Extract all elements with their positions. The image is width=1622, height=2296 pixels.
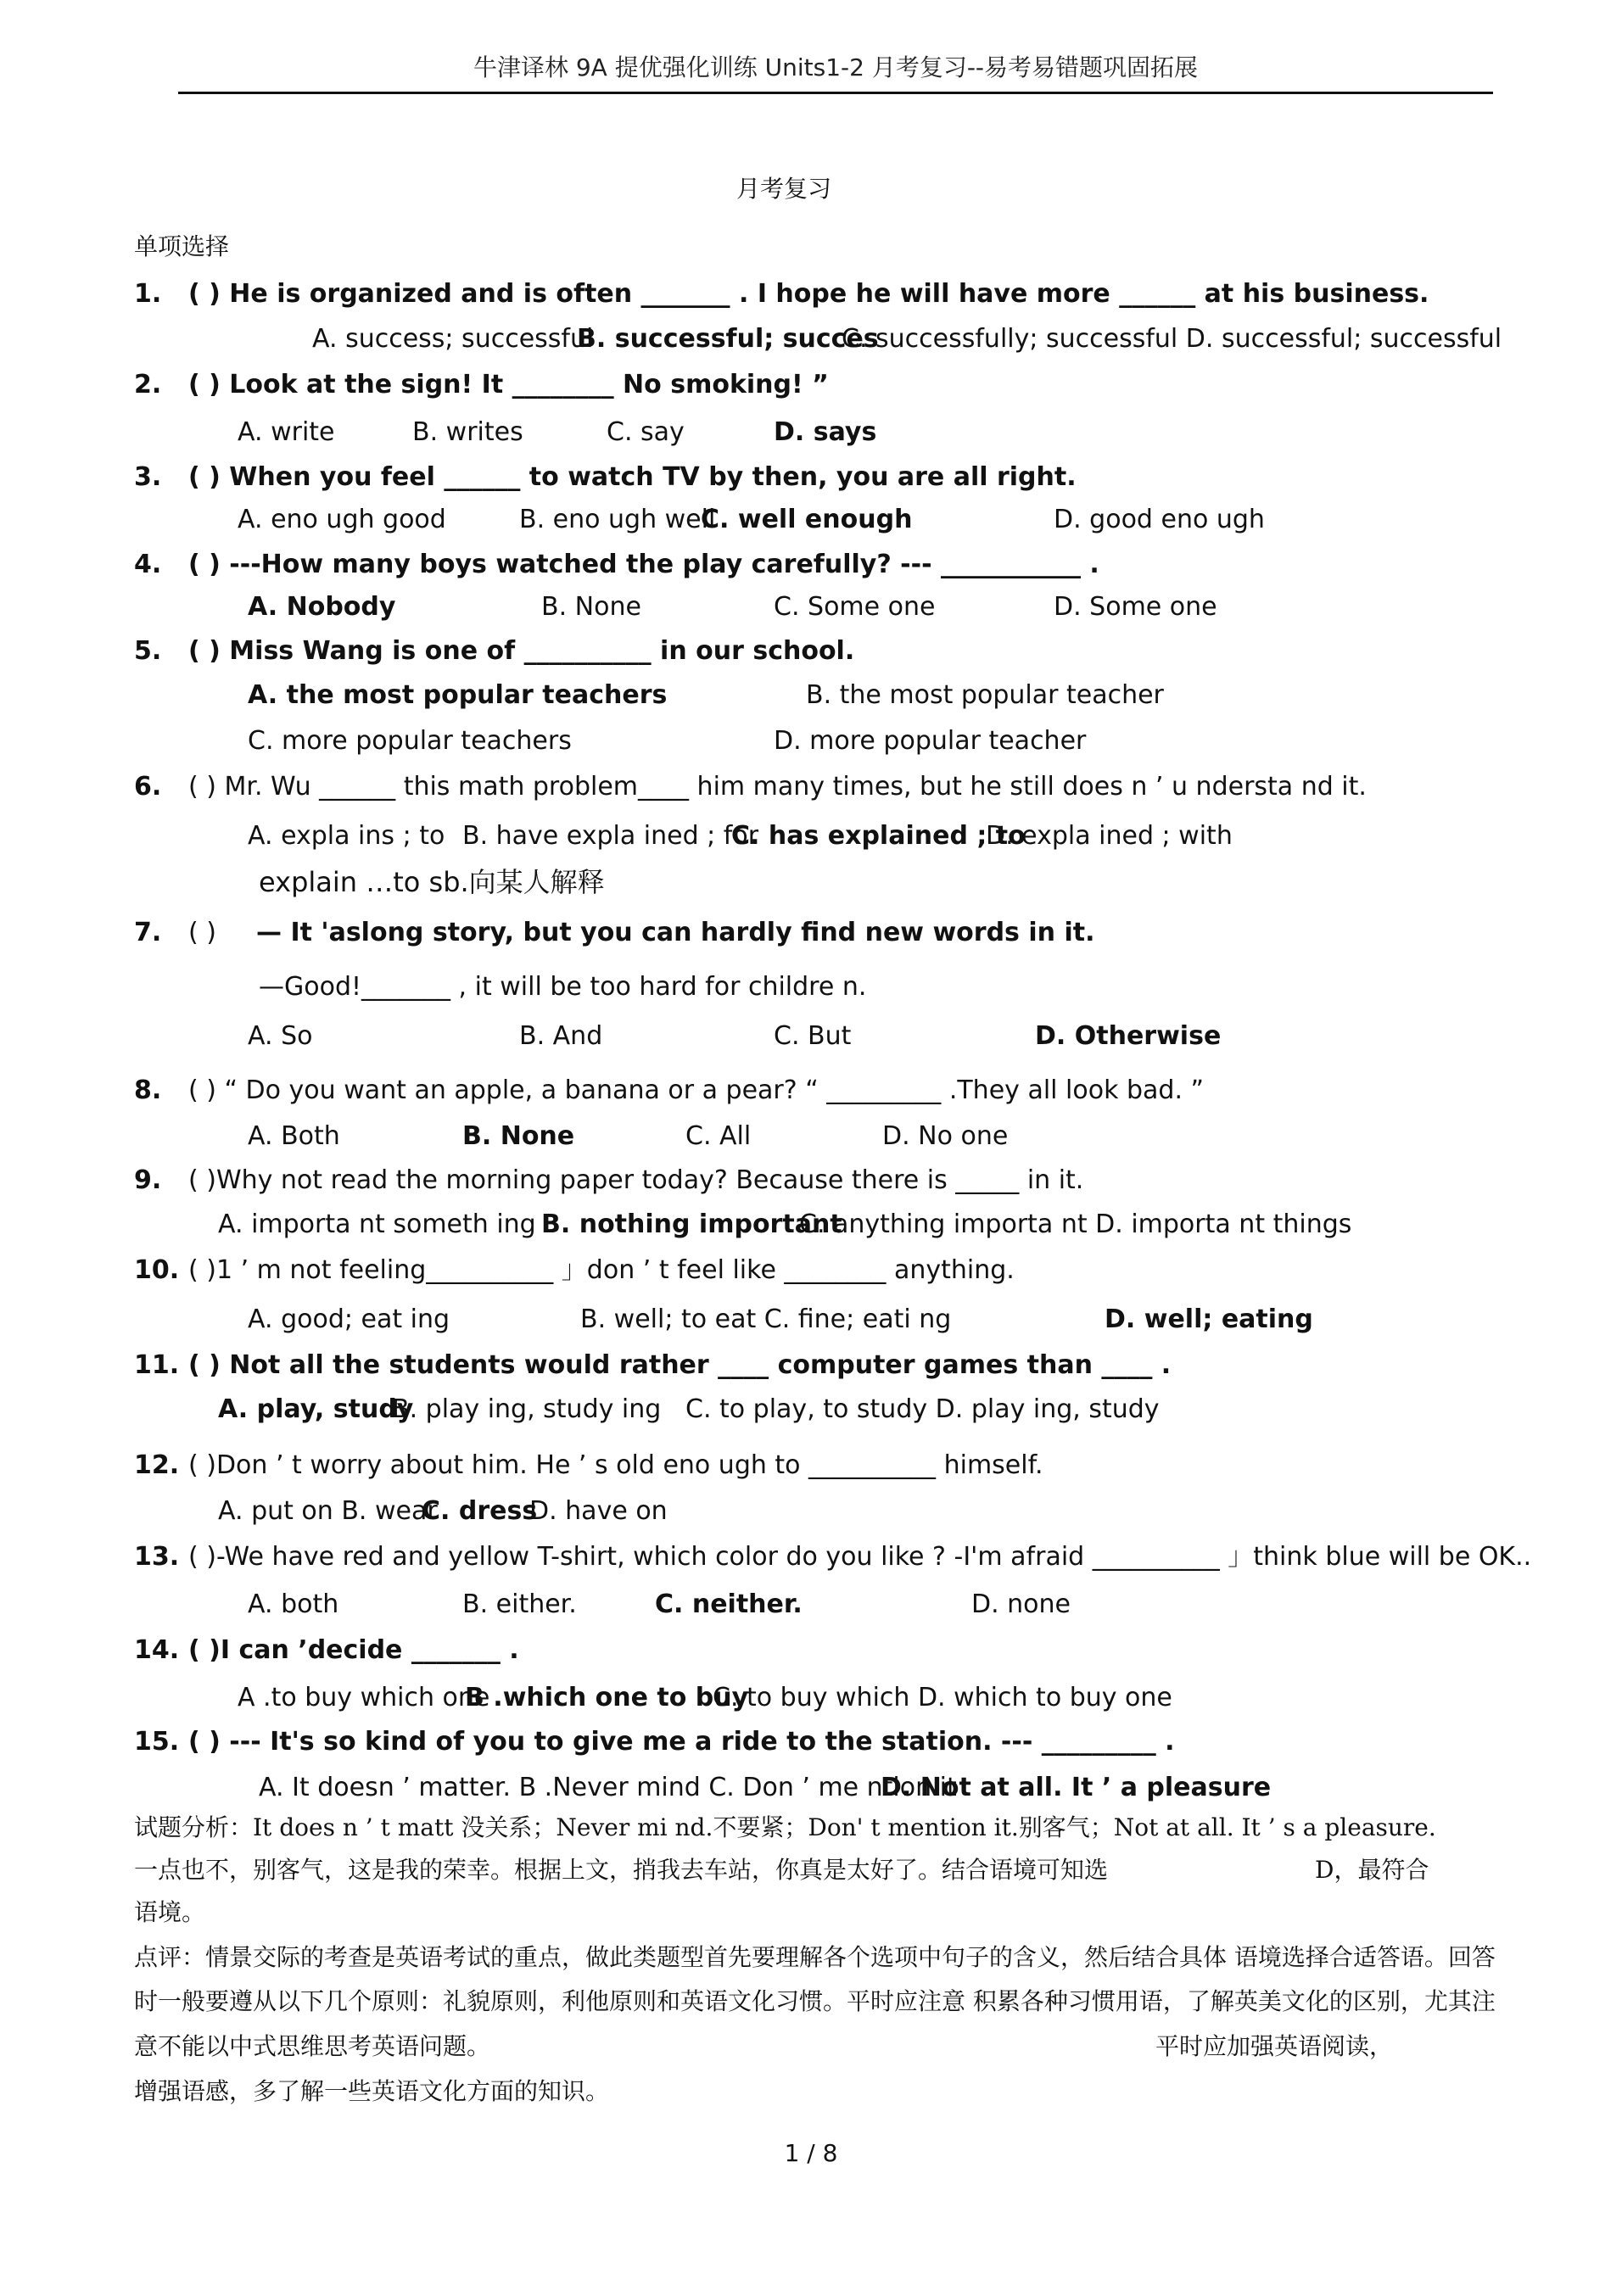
q7-paren: ( ) (188, 918, 216, 947)
q7-option-c: C. But (774, 1021, 852, 1051)
q1-stem: ( ) He is organized and is often _______ . I hope he will have more ______ at his business. (188, 279, 1429, 309)
header-rule (178, 92, 1493, 94)
q13-number: 13. (134, 1542, 180, 1572)
q11-option-b: B. play ing, study ing (392, 1394, 662, 1424)
q1-option-b: B. successful; succes (577, 324, 879, 354)
q7-option-d: D. Otherwise (1035, 1021, 1222, 1051)
q5-stem: ( ) Miss Wang is one of __________ in our school. (188, 636, 855, 666)
q4-number: 4. (134, 550, 162, 579)
q14-option-a: A .to buy which one (238, 1683, 490, 1712)
page-header: 牛津译林 9A 提优强化训练 Units1-2 月考复习--易考易错题巩固拓展 (473, 53, 1199, 81)
q12-stem: ( )Don ’ t worry about him. He ’ s old eno ugh to __________ himself. (188, 1450, 1043, 1480)
q12-option-c: C. dress (422, 1496, 538, 1526)
q4-option-d: D. Some one (1054, 592, 1217, 622)
q2-option-c: C. say (607, 417, 685, 447)
q8-number: 8. (134, 1075, 162, 1105)
q11-option-c: C. to play, to study D. play ing, study (685, 1394, 1160, 1424)
q6-number: 6. (134, 772, 162, 802)
q14-option-c: C. to buy which D. which to buy one (713, 1683, 1172, 1712)
q7-line2: —Good!_______ , it will be too hard for childre n. (259, 972, 867, 1002)
q10-option-d: D. well; eating (1105, 1304, 1313, 1334)
q3-option-c: C. well enough (701, 505, 913, 534)
q9-option-a: A. importa nt someth ing (218, 1209, 536, 1239)
q1-option-a: A. success; successful (312, 324, 594, 354)
doc-title: 月考复习 (736, 175, 832, 203)
q6-option-b: B. have expla ined ; for (462, 821, 759, 851)
q2-stem: ( ) Look at the sign! It ________ No smoking! ” (188, 370, 829, 399)
analysis-line-2: 一点也不，别客气，这是我的荣幸。根据上文，捎我去车站，你真是太好了。结合语境可知选 (134, 1856, 1109, 1884)
q2-number: 2. (134, 370, 162, 399)
q1-number: 1. (134, 279, 162, 309)
q15-stem: ( ) --- It's so kind of you to give me a ride to the station. --- _________ . (188, 1727, 1175, 1757)
q2-option-b: B. writes (412, 417, 523, 447)
q4-option-c: C. Some one (774, 592, 936, 622)
q6-option-d: D. expla ined ; with (986, 821, 1233, 851)
q10-stem: ( )1 ’ m not feeling__________ 」don ’ t feel like ________ anything. (188, 1255, 1015, 1285)
q3-number: 3. (134, 462, 162, 492)
q4-option-a: A. Nobody (248, 592, 396, 622)
q13-option-d: D. none (971, 1589, 1071, 1619)
q5-option-a: A. the most popular teachers (248, 680, 668, 710)
q6-option-a: A. expla ins ; to (248, 821, 445, 851)
comment-line-4: 增强语感，多了解一些英语文化方面的知识。 (134, 2077, 610, 2105)
q13-option-b: B. either. (462, 1589, 577, 1619)
q15-option-a: A. It doesn ’ matter. B .Never mind C. Don ’ me ntion it (259, 1773, 957, 1802)
q14-option-b: B .which one to buy (465, 1683, 749, 1712)
q13-stem: ( )-We have red and yellow T-shirt, which color do you like ? -I'm afraid __________ 」think blue will be OK.. (188, 1542, 1532, 1572)
q9-stem: ( )Why not read the morning paper today? Because there is _____ in it. (188, 1165, 1084, 1195)
q7-option-b: B. And (519, 1021, 603, 1051)
analysis-line-1: 试题分析：It does n ’ t matt 没关系；Never mi nd.不要紧；Don' t mention it.别客气；Not at all. It ’ s a pleasure. (134, 1813, 1436, 1841)
q15-option-d: D. Not at all. It ’ a pleasure (881, 1773, 1272, 1802)
q6-option-c: C. has explained ; to (731, 821, 1026, 851)
q7-option-a: A. So (248, 1021, 313, 1051)
q8-option-c: C. All (685, 1121, 752, 1151)
q3-option-a: A. eno ugh good (238, 505, 446, 534)
page-number: 1 / 8 (784, 2139, 838, 2167)
q9-number: 9. (134, 1165, 162, 1195)
q13-option-a: A. both (248, 1589, 339, 1619)
comment-line-2: 时一般要遵从以下几个原则：礼貌原则，利他原则和英语文化习惯。平时应注意 积累各种习惯用语，了解英美文化的区别，尤其注 (134, 1987, 1496, 2015)
q11-number: 11. (134, 1350, 180, 1380)
comment-line-3-tail: 平时应加强英语阅读， (1155, 2032, 1394, 2060)
q2-option-a: A. write (238, 417, 335, 447)
q10-option-b: B. well; to eat C. fine; eati ng (580, 1304, 952, 1334)
q8-stem: ( ) “ Do you want an apple, a banana or a pear? “ _________ .They all look bad. ” (188, 1075, 1205, 1105)
analysis-line-2-answer: D，最符合 (1315, 1856, 1429, 1884)
q14-number: 14. (134, 1635, 180, 1665)
q5-option-d: D. more popular teacher (774, 726, 1087, 756)
q12-number: 12. (134, 1450, 180, 1480)
q1-option-c: C. successfully; successful D. successful; successful (842, 324, 1502, 354)
q13-option-c: C. neither. (655, 1589, 803, 1619)
q10-number: 10. (134, 1255, 180, 1285)
q6-note: explain …to sb.向某人解释 (259, 866, 605, 898)
q5-option-c: C. more popular teachers (248, 726, 572, 756)
q10-option-a: A. good; eat ing (248, 1304, 450, 1334)
q12-option-d: D. have on (529, 1496, 668, 1526)
q11-stem: ( ) Not all the students would rather ____ computer games than ____ . (188, 1350, 1172, 1380)
q5-option-b: B. the most popular teacher (806, 680, 1164, 710)
q8-option-d: D. No one (882, 1121, 1009, 1151)
q4-stem: ( ) ---How many boys watched the play carefully? --- ___________ . (188, 550, 1099, 579)
analysis-line-3: 语境。 (134, 1898, 206, 1926)
q4-option-b: B. None (541, 592, 641, 622)
q6-stem: ( ) Mr. Wu ______ this math problem____ him many times, but he still does n ’ u ndersta nd it. (188, 772, 1367, 802)
q15-number: 15. (134, 1727, 180, 1757)
q2-option-d: D. says (774, 417, 877, 447)
q14-stem: ( )I can ’decide _______ . (188, 1635, 519, 1665)
q5-number: 5. (134, 636, 162, 666)
comment-line-3: 意不能以中式思维思考英语问题。 (134, 2032, 491, 2060)
comment-line-1: 点评：情景交际的考查是英语考试的重点，做此类题型首先要理解各个选项中句子的含义，然后结合具体 语境选择合适答语。回答 (134, 1943, 1496, 1971)
q3-option-b: B. eno ugh well (519, 505, 716, 534)
q12-option-a: A. put on B. wear (218, 1496, 438, 1526)
section-heading: 单项选择 (134, 232, 230, 260)
q9-option-b: B. nothing important (541, 1209, 842, 1239)
q7-number: 7. (134, 918, 162, 947)
q7-stem: — It 'aslong story, but you can hardly find new words in it. (256, 918, 1095, 947)
q3-stem: ( ) When you feel ______ to watch TV by then, you are all right. (188, 462, 1077, 492)
q8-option-b: B. None (462, 1121, 575, 1151)
q3-option-d: D. good eno ugh (1054, 505, 1265, 534)
q8-option-a: A. Both (248, 1121, 340, 1151)
q9-option-c: C. anything importa nt D. importa nt things (799, 1209, 1352, 1239)
q11-option-a: A. play, study (218, 1394, 414, 1424)
